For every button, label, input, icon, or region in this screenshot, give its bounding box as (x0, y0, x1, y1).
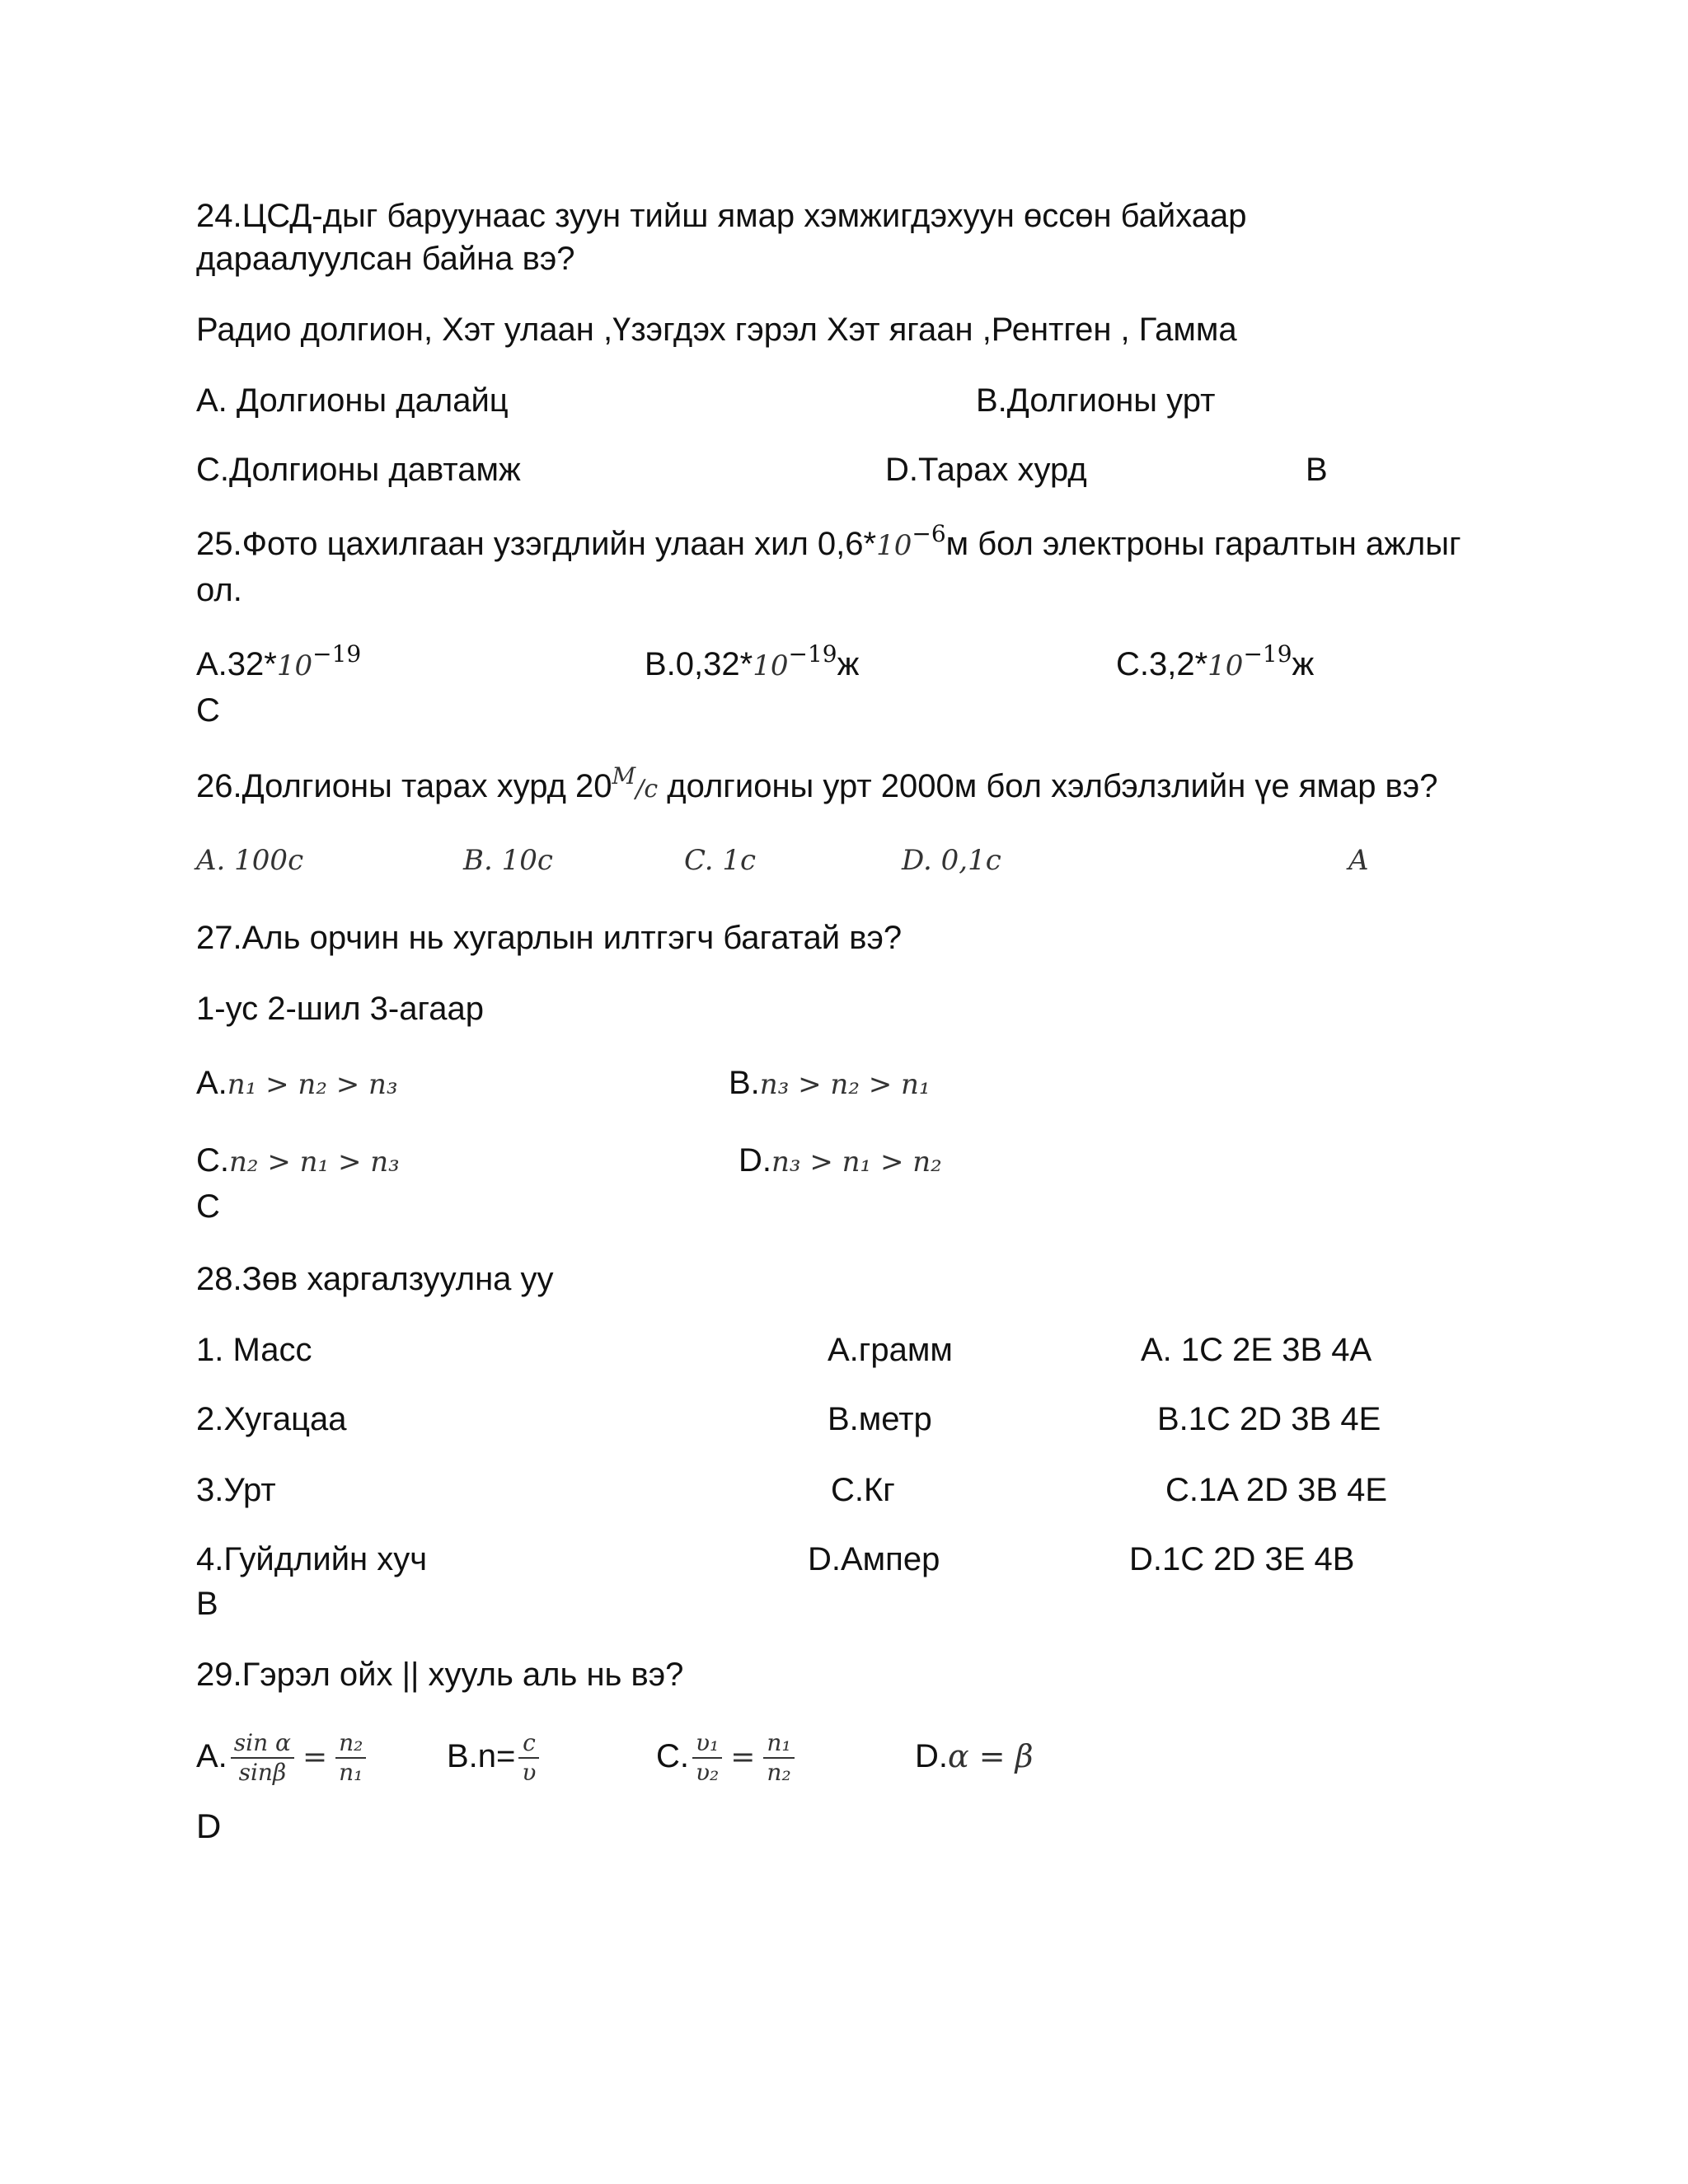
q29-option-c-fraction-1 (692, 1729, 722, 1787)
q25-option-b-base: 10 (753, 649, 789, 682)
q28-option-a: A. 1C 2E 3B 4A (1141, 1332, 1372, 1368)
q25-option-c-exp: −19 (1243, 640, 1292, 668)
q27-media-list: 1-ус 2-шил 3-агаар (196, 991, 484, 1027)
q29-option-a-num-1: sin α (231, 1729, 294, 1759)
q27-answer: C (196, 1188, 220, 1225)
q26-answer: A (1348, 844, 1369, 877)
q27-option-a (196, 1062, 398, 1106)
q25-option-b-exp: −19 (788, 640, 837, 668)
q25-power-base: 10 (876, 529, 912, 562)
q29-option-a-num-2: n₂ (335, 1729, 366, 1759)
q24-line1: 24.ЦСД-дыг баруунаас зуун тийш ямар хэмжигдэхуун өссөн байхаар (196, 198, 1247, 234)
q29-option-b-num: c (518, 1729, 539, 1759)
q27-option-b-label: B. (729, 1065, 760, 1101)
q28-item-3: 3.Урт (196, 1472, 276, 1508)
q29-option-a-fraction-1 (231, 1729, 294, 1787)
q26-question-pre: 26.Долгионы тарах хурд 20 (196, 768, 612, 804)
q26-option-d: D. 0,1c (902, 844, 1001, 877)
q25-option-b-pre: B.0,32* (645, 646, 753, 682)
q28-unit-d: D.Ампер (808, 1541, 940, 1577)
q27-option-d (738, 1139, 942, 1183)
q24-list: Радио долгион, Хэт улаан ,Үзэгдэх гэрэл Хэт ягаан ,Рентген , Гамма (196, 312, 1237, 348)
q26-option-a: A. 100c (196, 844, 304, 877)
q29-option-b-den: υ (522, 1759, 537, 1787)
q25-option-c-base: 10 (1207, 649, 1244, 682)
q27-option-c-expr: n₂ > n₁ > n₃ (229, 1146, 400, 1179)
q26-unit-slash: / (635, 775, 645, 804)
q27-option-b (729, 1062, 931, 1106)
q25-line1 (196, 520, 1461, 567)
q28-unit-c: C.Кг (831, 1472, 895, 1508)
q26-question (196, 762, 1438, 811)
q29-option-c-fraction-2 (763, 1729, 794, 1787)
q28-unit-b: B.метр (828, 1401, 932, 1437)
q27-option-d-expr: n₃ > n₁ > n₂ (771, 1146, 942, 1179)
q28-item-4: 4.Гуйдлийн хуч (196, 1541, 428, 1577)
q28-question: 28.Зөв харгалзуулна уу (196, 1261, 554, 1297)
q28-unit-a: A.грамм (828, 1332, 953, 1368)
q25-option-a (196, 640, 362, 687)
q25-line2: ол. (196, 572, 242, 608)
q25-option-a-base: 10 (276, 649, 313, 682)
q27-option-a-expr: n₁ > n₂ > n₃ (227, 1068, 398, 1101)
q27-option-c-label: C. (196, 1142, 229, 1179)
q25-option-c-unit: ж (1292, 646, 1315, 682)
q27-option-a-label: A. (196, 1065, 227, 1101)
q29-option-b (447, 1718, 542, 1795)
q25-exponent: −6 (912, 520, 946, 547)
q29-option-a-fraction-2 (335, 1729, 366, 1787)
q25-option-b-unit: ж (837, 646, 860, 682)
q29-option-b-pre: B.n= (447, 1738, 516, 1774)
q25-line1-pre: 25.Фото цахилгаан узэгдлийн улаан хил 0,6* (196, 526, 877, 562)
q27-option-c (196, 1139, 400, 1183)
q25-option-b (645, 640, 860, 687)
q26-option-c: C. 1c (684, 844, 757, 877)
q29-option-c-label: C. (656, 1738, 689, 1774)
q27-option-b-expr: n₃ > n₂ > n₁ (759, 1068, 931, 1101)
q24-answer: B (1306, 452, 1328, 488)
q26-unit-numerator: M (612, 762, 636, 790)
q25-line1-post: м бол электроны гаралтын ажлыг (945, 526, 1461, 562)
q29-option-c-den-2: n₂ (767, 1759, 791, 1787)
q29-answer: D (196, 1807, 222, 1845)
q24-line2: дараалуулсан байна вэ? (196, 241, 575, 277)
q25-option-c (1116, 640, 1315, 687)
q27-option-d-label: D. (738, 1142, 771, 1179)
q24-option-a: A. Долгионы далайц (196, 382, 509, 419)
q29-option-d-expr: α = β (948, 1738, 1034, 1774)
q25-option-c-pre: C.3,2* (1116, 646, 1208, 682)
q28-item-2: 2.Хугацаа (196, 1401, 347, 1437)
q29-option-c-num-2: n₁ (763, 1729, 794, 1759)
q26-option-b: B. 10c (463, 844, 553, 877)
q28-option-b: B.1C 2D 3B 4E (1157, 1401, 1381, 1437)
q25-option-a-pre: A.32* (196, 646, 277, 682)
q29-option-d-label: D. (915, 1738, 948, 1774)
q29-option-a-den-2: n₁ (339, 1759, 363, 1787)
q28-option-c: C.1A 2D 3B 4E (1165, 1472, 1388, 1508)
q25-answer: C (196, 692, 220, 729)
q29-option-c-num-1: υ₁ (692, 1729, 722, 1759)
q29-option-a-label: A. (196, 1738, 227, 1774)
q29-option-c-equals: = (730, 1741, 756, 1775)
q28-answer: B (196, 1586, 218, 1622)
q24-option-d: D.Тарах хурд (885, 452, 1087, 488)
q29-question: 29.Гэрэл ойх || хууль аль нь вэ? (196, 1657, 684, 1693)
q26-unit-denominator: c (644, 775, 659, 804)
q28-item-1: 1. Масс (196, 1332, 312, 1368)
q24-option-b: B.Долгионы урт (976, 382, 1216, 419)
q28-option-d: D.1C 2D 3E 4B (1129, 1541, 1355, 1577)
q25-option-a-exp: −19 (312, 640, 362, 668)
q26-question-post: долгионы урт 2000м бол хэлбэлзлийн үе ямар вэ? (658, 768, 1438, 804)
q29-option-a-den-1: sinβ (238, 1759, 287, 1787)
q27-question: 27.Аль орчин нь хугарлын илтгэгч багатай вэ? (196, 920, 903, 956)
q29-option-c-den-1: υ₂ (696, 1759, 720, 1787)
q29-option-d (915, 1718, 1034, 1795)
q29-option-a-equals: = (302, 1741, 328, 1775)
q29-option-b-fraction (518, 1729, 539, 1787)
q24-option-c: C.Долгионы давтамж (196, 452, 521, 488)
q29-option-a (196, 1718, 369, 1797)
q29-option-c (656, 1718, 798, 1797)
